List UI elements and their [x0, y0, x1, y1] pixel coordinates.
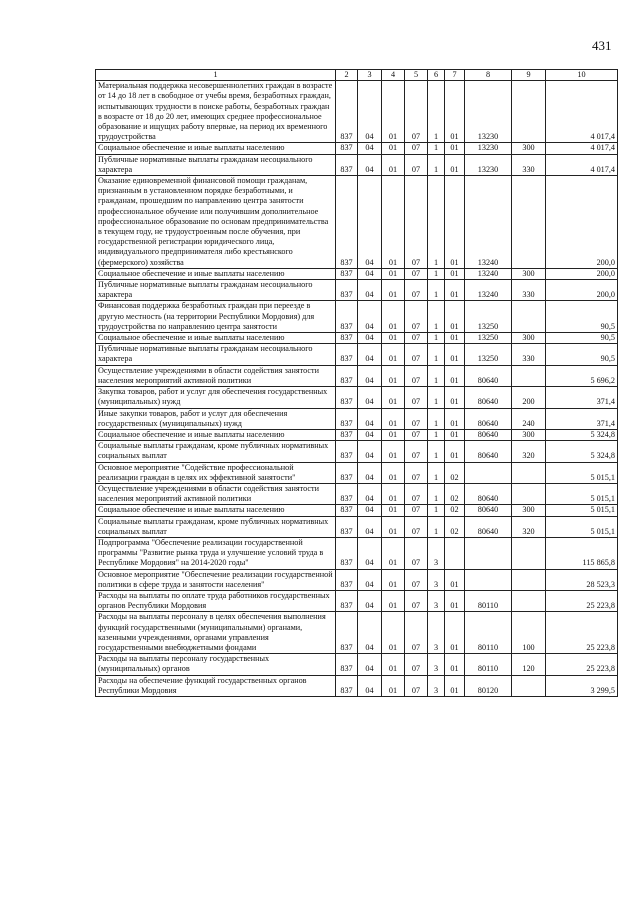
- row-description: Осуществление учреждениями в области содействия занятости населения мероприятий активной политики: [96, 365, 336, 386]
- row-code-c8: 80640: [465, 408, 512, 429]
- row-description: Закупка товаров, работ и услуг для обеспечения государственных (муниципальных) нужд: [96, 387, 336, 408]
- row-amount: 25 223,8: [546, 612, 618, 654]
- row-code-c6: 1: [428, 280, 445, 301]
- row-code-c7: 01: [445, 429, 465, 440]
- row-code-c6: 1: [428, 154, 445, 175]
- row-code-c9: 240: [512, 408, 546, 429]
- row-code-c9: 320: [512, 441, 546, 462]
- row-code-c6: 1: [428, 387, 445, 408]
- column-header: 4: [382, 70, 405, 81]
- row-code-c8: 13230: [465, 154, 512, 175]
- row-code-c9: 300: [512, 143, 546, 154]
- row-code-c9: 320: [512, 516, 546, 537]
- row-code-c7: 01: [445, 569, 465, 590]
- row-code-c2: 837: [336, 516, 358, 537]
- table-row: [96, 590, 618, 611]
- row-code-c4: 01: [382, 301, 405, 333]
- row-code-c5: 07: [405, 429, 428, 440]
- row-code-c6: 1: [428, 176, 445, 269]
- row-code-c8: [465, 569, 512, 590]
- row-description: Подпрограмма "Обеспечение реализации государственной программы "Развитие рынка труда и улучшение условий труда в Республике Мордовия" на 2014-2020 годы": [96, 537, 336, 569]
- row-code-c3: 04: [358, 483, 382, 504]
- row-code-c5: 07: [405, 408, 428, 429]
- row-code-c5: 07: [405, 143, 428, 154]
- row-code-c2: 837: [336, 612, 358, 654]
- row-code-c4: 01: [382, 516, 405, 537]
- table-row: [96, 365, 618, 386]
- table-row: [96, 387, 618, 408]
- row-code-c7: 01: [445, 333, 465, 344]
- row-code-c6: 3: [428, 675, 445, 696]
- row-code-c8: 80640: [465, 483, 512, 504]
- table-row: [96, 516, 618, 537]
- row-code-c3: 04: [358, 675, 382, 696]
- table-row: [96, 333, 618, 344]
- row-code-c8: 13240: [465, 176, 512, 269]
- row-code-c2: 837: [336, 176, 358, 269]
- row-code-c5: 07: [405, 675, 428, 696]
- row-amount: 371,4: [546, 408, 618, 429]
- row-description: Иные закупки товаров, работ и услуг для обеспечения государственных (муниципальных) нужд: [96, 408, 336, 429]
- row-code-c5: 07: [405, 590, 428, 611]
- row-description: Социальное обеспечение и иные выплаты населению: [96, 505, 336, 516]
- row-code-c4: 01: [382, 387, 405, 408]
- row-amount: 5 696,2: [546, 365, 618, 386]
- row-code-c2: 837: [336, 268, 358, 279]
- row-amount: 5 324,8: [546, 441, 618, 462]
- row-code-c3: 04: [358, 505, 382, 516]
- row-code-c4: 01: [382, 280, 405, 301]
- table-row: [96, 268, 618, 279]
- row-description: Основное мероприятие "Содействие профессиональной реализации граждан в целях их эффективной занятости": [96, 462, 336, 483]
- row-code-c6: 3: [428, 612, 445, 654]
- row-amount: 5 324,8: [546, 429, 618, 440]
- row-code-c8: 80110: [465, 612, 512, 654]
- table-row: [96, 537, 618, 569]
- row-amount: 25 223,8: [546, 590, 618, 611]
- row-code-c9: [512, 537, 546, 569]
- row-code-c3: 04: [358, 333, 382, 344]
- row-description: Финансовая поддержка безработных граждан при переезде в другую местность (на территории Республики Мордовия) для трудоустройства по направлению центра занятости: [96, 301, 336, 333]
- column-header: 10: [546, 70, 618, 81]
- row-code-c8: 80640: [465, 441, 512, 462]
- row-code-c6: 3: [428, 569, 445, 590]
- row-code-c5: 07: [405, 483, 428, 504]
- row-code-c4: 01: [382, 505, 405, 516]
- row-code-c7: [445, 537, 465, 569]
- row-amount: 200,0: [546, 280, 618, 301]
- row-code-c7: 01: [445, 590, 465, 611]
- row-code-c9: [512, 365, 546, 386]
- row-code-c5: 07: [405, 516, 428, 537]
- row-amount: 4 017,4: [546, 143, 618, 154]
- row-code-c9: 300: [512, 333, 546, 344]
- table-row: [96, 143, 618, 154]
- table-row: [96, 654, 618, 675]
- page-number: 431: [592, 38, 612, 53]
- row-description: Публичные нормативные выплаты гражданам несоциального характера: [96, 280, 336, 301]
- row-code-c4: 01: [382, 344, 405, 365]
- table-row: [96, 301, 618, 333]
- row-code-c2: 837: [336, 365, 358, 386]
- row-code-c7: 01: [445, 612, 465, 654]
- row-description: Расходы на обеспечение функций государственных органов Республики Мордовия: [96, 675, 336, 696]
- row-code-c5: 07: [405, 462, 428, 483]
- row-code-c3: 04: [358, 176, 382, 269]
- row-code-c8: 80640: [465, 505, 512, 516]
- row-code-c5: 07: [405, 301, 428, 333]
- row-code-c6: 1: [428, 143, 445, 154]
- column-header: 2: [336, 70, 358, 81]
- row-code-c3: 04: [358, 429, 382, 440]
- row-code-c5: 07: [405, 176, 428, 269]
- row-code-c6: 1: [428, 516, 445, 537]
- row-code-c6: 1: [428, 81, 445, 143]
- row-code-c4: 01: [382, 408, 405, 429]
- row-code-c6: 1: [428, 441, 445, 462]
- row-code-c9: 330: [512, 154, 546, 175]
- row-code-c9: 300: [512, 429, 546, 440]
- row-description: Социальные выплаты гражданам, кроме публичных нормативных социальных выплат: [96, 516, 336, 537]
- row-code-c2: 837: [336, 81, 358, 143]
- row-code-c6: 3: [428, 537, 445, 569]
- row-code-c2: 837: [336, 143, 358, 154]
- row-code-c2: 837: [336, 280, 358, 301]
- column-number-row: [96, 70, 618, 81]
- row-code-c9: [512, 462, 546, 483]
- row-description: Расходы на выплаты персоналу государственных (муниципальных) органов: [96, 654, 336, 675]
- row-code-c8: 80640: [465, 516, 512, 537]
- row-code-c5: 07: [405, 154, 428, 175]
- row-code-c9: [512, 569, 546, 590]
- row-code-c7: 01: [445, 675, 465, 696]
- row-description: Оказание единовременной финансовой помощи гражданам, признанным в установленном порядке безработными, и гражданам, прошедшим по направлению центра занятости профессиональное обучение или получившим дополнительное профессиональное образование по основам предпринимательства в текущем году, не трудоустроенным после обучения, при государственной регистрации юридического лица, индивидуального предпринимателя либо крестьянского (фермерского) хозяйства: [96, 176, 336, 269]
- row-code-c9: 300: [512, 505, 546, 516]
- row-code-c9: [512, 483, 546, 504]
- row-code-c5: 07: [405, 387, 428, 408]
- column-header: 7: [445, 70, 465, 81]
- row-code-c7: 01: [445, 268, 465, 279]
- row-code-c7: 01: [445, 387, 465, 408]
- row-code-c6: 1: [428, 429, 445, 440]
- table-row: [96, 408, 618, 429]
- row-code-c9: [512, 675, 546, 696]
- row-code-c6: 1: [428, 268, 445, 279]
- row-code-c3: 04: [358, 516, 382, 537]
- row-code-c3: 04: [358, 268, 382, 279]
- row-code-c4: 01: [382, 81, 405, 143]
- row-code-c3: 04: [358, 654, 382, 675]
- table-row: [96, 441, 618, 462]
- budget-table: [95, 69, 618, 697]
- row-code-c9: 120: [512, 654, 546, 675]
- row-code-c5: 07: [405, 268, 428, 279]
- row-code-c9: 330: [512, 344, 546, 365]
- row-code-c2: 837: [336, 441, 358, 462]
- row-code-c2: 837: [336, 537, 358, 569]
- row-code-c4: 01: [382, 176, 405, 269]
- row-code-c2: 837: [336, 483, 358, 504]
- row-code-c8: 13230: [465, 143, 512, 154]
- row-amount: 4 017,4: [546, 81, 618, 143]
- row-code-c2: 837: [336, 590, 358, 611]
- row-description: Расходы на выплаты по оплате труда работников государственных органов Республики Мордовия: [96, 590, 336, 611]
- row-code-c2: 837: [336, 344, 358, 365]
- row-code-c2: 837: [336, 301, 358, 333]
- table-row: [96, 505, 618, 516]
- table-row: [96, 176, 618, 269]
- row-description: Публичные нормативные выплаты гражданам несоциального характера: [96, 344, 336, 365]
- row-description: Социальное обеспечение и иные выплаты населению: [96, 268, 336, 279]
- table-row: [96, 569, 618, 590]
- row-code-c7: 01: [445, 154, 465, 175]
- row-description: Публичные нормативные выплаты гражданам несоциального характера: [96, 154, 336, 175]
- row-code-c3: 04: [358, 441, 382, 462]
- row-code-c4: 01: [382, 462, 405, 483]
- row-code-c6: 1: [428, 483, 445, 504]
- row-amount: 200,0: [546, 176, 618, 269]
- row-code-c6: 3: [428, 654, 445, 675]
- column-header: 1: [96, 70, 336, 81]
- row-code-c5: 07: [405, 344, 428, 365]
- column-header: 9: [512, 70, 546, 81]
- row-code-c3: 04: [358, 344, 382, 365]
- row-code-c7: 01: [445, 408, 465, 429]
- row-code-c8: [465, 462, 512, 483]
- row-amount: 3 299,5: [546, 675, 618, 696]
- column-header: 3: [358, 70, 382, 81]
- row-code-c6: 1: [428, 301, 445, 333]
- row-code-c8: 13240: [465, 268, 512, 279]
- row-code-c5: 07: [405, 365, 428, 386]
- row-code-c8: 80640: [465, 365, 512, 386]
- row-code-c7: 01: [445, 441, 465, 462]
- row-description: Социальное обеспечение и иные выплаты населению: [96, 143, 336, 154]
- row-code-c2: 837: [336, 462, 358, 483]
- row-code-c3: 04: [358, 462, 382, 483]
- row-code-c9: [512, 301, 546, 333]
- column-header: 5: [405, 70, 428, 81]
- row-code-c3: 04: [358, 612, 382, 654]
- row-code-c4: 01: [382, 654, 405, 675]
- row-code-c5: 07: [405, 505, 428, 516]
- row-code-c4: 01: [382, 483, 405, 504]
- row-code-c8: 13240: [465, 280, 512, 301]
- row-code-c8: 80110: [465, 654, 512, 675]
- row-code-c5: 07: [405, 280, 428, 301]
- row-code-c7: 01: [445, 301, 465, 333]
- row-code-c7: 02: [445, 483, 465, 504]
- row-amount: 5 015,1: [546, 483, 618, 504]
- row-code-c8: 13250: [465, 301, 512, 333]
- table-row: [96, 483, 618, 504]
- row-code-c3: 04: [358, 569, 382, 590]
- row-code-c4: 01: [382, 154, 405, 175]
- row-amount: 5 015,1: [546, 462, 618, 483]
- row-code-c4: 01: [382, 143, 405, 154]
- row-code-c9: 330: [512, 280, 546, 301]
- row-code-c7: 01: [445, 280, 465, 301]
- row-code-c4: 01: [382, 268, 405, 279]
- row-code-c3: 04: [358, 280, 382, 301]
- row-code-c4: 01: [382, 365, 405, 386]
- table-body: [96, 81, 618, 697]
- row-code-c9: 300: [512, 268, 546, 279]
- row-description: Материальная поддержка несовершеннолетних граждан в возрасте от 14 до 18 лет в свободное от учебы время, безработных граждан, испытывающих трудности в поиске работы, безработных граждан в возрасте от 18 до 20 лет, имеющих среднее профессиональное образование и ищущих работу впервые, на период их временного трудоустройства: [96, 81, 336, 143]
- row-amount: 90,5: [546, 344, 618, 365]
- row-code-c4: 01: [382, 569, 405, 590]
- row-description: Социальное обеспечение и иные выплаты населению: [96, 429, 336, 440]
- row-code-c4: 01: [382, 612, 405, 654]
- row-code-c4: 01: [382, 333, 405, 344]
- row-code-c2: 837: [336, 154, 358, 175]
- row-code-c3: 04: [358, 365, 382, 386]
- row-code-c9: [512, 81, 546, 143]
- row-code-c8: 80640: [465, 429, 512, 440]
- row-code-c4: 01: [382, 441, 405, 462]
- row-amount: 25 223,8: [546, 654, 618, 675]
- row-code-c8: 80120: [465, 675, 512, 696]
- row-code-c9: [512, 176, 546, 269]
- row-code-c2: 837: [336, 505, 358, 516]
- row-code-c8: 13250: [465, 344, 512, 365]
- column-header: 8: [465, 70, 512, 81]
- row-code-c4: 01: [382, 537, 405, 569]
- row-amount: 90,5: [546, 301, 618, 333]
- row-code-c3: 04: [358, 590, 382, 611]
- row-code-c2: 837: [336, 333, 358, 344]
- row-code-c3: 04: [358, 143, 382, 154]
- row-code-c7: 01: [445, 81, 465, 143]
- row-code-c3: 04: [358, 387, 382, 408]
- row-amount: 4 017,4: [546, 154, 618, 175]
- table-row: [96, 154, 618, 175]
- row-code-c3: 04: [358, 537, 382, 569]
- row-code-c2: 837: [336, 654, 358, 675]
- row-amount: 90,5: [546, 333, 618, 344]
- row-amount: 28 523,3: [546, 569, 618, 590]
- column-header: 6: [428, 70, 445, 81]
- table-row: [96, 462, 618, 483]
- row-code-c6: 1: [428, 333, 445, 344]
- row-amount: 5 015,1: [546, 505, 618, 516]
- table-row: [96, 612, 618, 654]
- row-code-c6: 3: [428, 590, 445, 611]
- row-code-c7: 01: [445, 176, 465, 269]
- row-code-c9: 200: [512, 387, 546, 408]
- row-code-c7: 02: [445, 462, 465, 483]
- row-description: Расходы на выплаты персоналу в целях обеспечения выполнения функций государственными (муниципальными) органами, казенными учреждениями, органами управления государственными внебюджетными фондами: [96, 612, 336, 654]
- row-amount: 200,0: [546, 268, 618, 279]
- row-code-c3: 04: [358, 408, 382, 429]
- row-code-c8: 80110: [465, 590, 512, 611]
- row-code-c6: 1: [428, 408, 445, 429]
- row-description: Осуществление учреждениями в области содействия занятости населения мероприятий активной политики: [96, 483, 336, 504]
- row-code-c4: 01: [382, 675, 405, 696]
- row-code-c4: 01: [382, 429, 405, 440]
- row-code-c5: 07: [405, 81, 428, 143]
- row-code-c2: 837: [336, 675, 358, 696]
- row-amount: 5 015,1: [546, 516, 618, 537]
- row-description: Социальное обеспечение и иные выплаты населению: [96, 333, 336, 344]
- row-code-c3: 04: [358, 81, 382, 143]
- table-row: [96, 429, 618, 440]
- row-code-c6: 1: [428, 462, 445, 483]
- row-code-c3: 04: [358, 154, 382, 175]
- row-code-c8: 80640: [465, 387, 512, 408]
- row-code-c2: 837: [336, 429, 358, 440]
- table-row: [96, 344, 618, 365]
- row-code-c9: [512, 590, 546, 611]
- table-row: [96, 81, 618, 143]
- row-code-c8: [465, 537, 512, 569]
- row-amount: 371,4: [546, 387, 618, 408]
- row-code-c5: 07: [405, 569, 428, 590]
- row-code-c5: 07: [405, 441, 428, 462]
- row-code-c7: 02: [445, 505, 465, 516]
- row-code-c7: 01: [445, 143, 465, 154]
- row-code-c2: 837: [336, 569, 358, 590]
- row-code-c6: 1: [428, 365, 445, 386]
- row-code-c7: 01: [445, 344, 465, 365]
- row-code-c7: 02: [445, 516, 465, 537]
- row-code-c3: 04: [358, 301, 382, 333]
- row-code-c8: 13230: [465, 81, 512, 143]
- row-code-c7: 01: [445, 365, 465, 386]
- row-code-c6: 1: [428, 344, 445, 365]
- row-code-c6: 1: [428, 505, 445, 516]
- row-description: Основное мероприятие "Обеспечение реализации государственной политики в сфере труда и занятости населения": [96, 569, 336, 590]
- table-row: [96, 675, 618, 696]
- row-code-c4: 01: [382, 590, 405, 611]
- row-code-c8: 13250: [465, 333, 512, 344]
- row-amount: 115 865,8: [546, 537, 618, 569]
- row-description: Социальные выплаты гражданам, кроме публичных нормативных социальных выплат: [96, 441, 336, 462]
- row-code-c7: 01: [445, 654, 465, 675]
- row-code-c5: 07: [405, 654, 428, 675]
- row-code-c2: 837: [336, 387, 358, 408]
- row-code-c5: 07: [405, 612, 428, 654]
- row-code-c2: 837: [336, 408, 358, 429]
- row-code-c9: 100: [512, 612, 546, 654]
- table-row: [96, 280, 618, 301]
- row-code-c5: 07: [405, 537, 428, 569]
- row-code-c5: 07: [405, 333, 428, 344]
